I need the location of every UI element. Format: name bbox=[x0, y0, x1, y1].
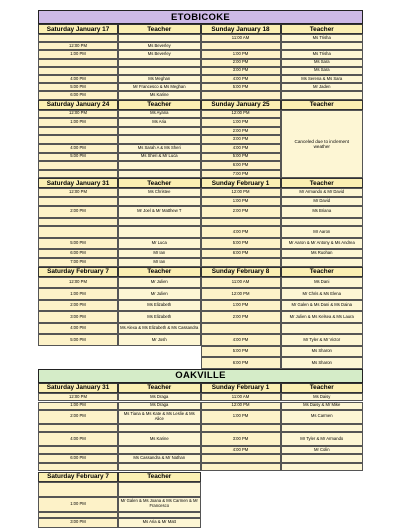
teacher-header: Teacher bbox=[281, 100, 364, 110]
time-cell: 6:00 PM bbox=[201, 249, 281, 258]
teacher-cell: Ms Alexa & Ms Elizabeth & Ms Cassandra bbox=[118, 323, 201, 335]
teacher-cell: Ms Beverley bbox=[118, 42, 201, 50]
time-cell: 12:00 PM bbox=[201, 402, 281, 411]
day-header: Saturday January 17 bbox=[38, 24, 118, 34]
time-cell bbox=[38, 463, 118, 472]
teacher-cell bbox=[118, 34, 201, 42]
time-cell bbox=[38, 218, 118, 227]
time-cell bbox=[201, 323, 281, 335]
time-cell: 12:00 PM bbox=[38, 277, 118, 289]
teacher-cell bbox=[281, 218, 364, 227]
time-cell: 4:00 PM bbox=[201, 144, 281, 153]
teacher-header: Teacher bbox=[118, 472, 201, 482]
time-cell: 12:00 PM bbox=[38, 42, 118, 50]
teacher-cell bbox=[281, 323, 364, 335]
time-cell: 2:00 PM bbox=[38, 300, 118, 312]
day-header: Sunday January 18 bbox=[201, 24, 281, 34]
time-cell: 5:00 PM bbox=[38, 153, 118, 162]
teacher-cell: Ms Meghan bbox=[118, 75, 201, 83]
teacher-cell: Mr Chris & Ms Elena bbox=[281, 288, 364, 300]
teacher-cell bbox=[118, 59, 201, 67]
time-cell bbox=[38, 446, 118, 455]
time-cell: 12:00 PM bbox=[201, 110, 281, 119]
time-cell bbox=[201, 463, 281, 472]
time-cell: 4:00 PM bbox=[201, 446, 281, 455]
time-cell: 5:00 PM bbox=[201, 83, 281, 91]
time-cell: 3:00 PM bbox=[38, 518, 118, 528]
time-cell: 3:00 PM bbox=[201, 432, 281, 446]
day-header: Sunday February 1 bbox=[201, 178, 281, 188]
teacher-header: Teacher bbox=[118, 178, 201, 188]
time-cell: 1:00 PM bbox=[201, 300, 281, 312]
teacher-cell: Mr Galen & Ms Joana & Ms Carmen & Mr Francesco bbox=[118, 497, 201, 512]
time-cell: 3:00 PM bbox=[201, 67, 281, 75]
day-header: Sunday February 8 bbox=[201, 267, 281, 277]
teacher-cell: Mr Ian bbox=[118, 249, 201, 258]
teacher-cell bbox=[281, 42, 364, 50]
teacher-cell bbox=[118, 135, 201, 144]
time-cell: 1:00 PM bbox=[201, 197, 281, 206]
teacher-cell: Mr Joel & Mr Matthew T bbox=[118, 206, 201, 218]
teacher-cell bbox=[281, 424, 364, 433]
time-cell: 1:00 PM bbox=[38, 50, 118, 58]
time-cell: 6:00 PM bbox=[201, 357, 281, 369]
time-cell bbox=[201, 454, 281, 463]
time-cell bbox=[38, 170, 118, 179]
teacher-cell bbox=[118, 67, 201, 75]
teacher-cell bbox=[118, 218, 201, 227]
day-header: Saturday February 7 bbox=[38, 267, 118, 277]
teacher-cell: Ms Trisha bbox=[281, 50, 364, 58]
time-cell bbox=[201, 218, 281, 227]
teacher-cell: Ms Ayana bbox=[118, 110, 201, 119]
time-cell: 4:00 PM bbox=[201, 226, 281, 238]
teacher-cell bbox=[281, 258, 364, 267]
time-cell bbox=[38, 135, 118, 144]
teacher-cell: Mr Josh bbox=[118, 334, 201, 346]
time-cell: 6:00 PM bbox=[38, 454, 118, 463]
time-cell: 1:00 PM bbox=[38, 118, 118, 127]
time-cell bbox=[201, 258, 281, 267]
time-cell: 2:00 PM bbox=[201, 59, 281, 67]
teacher-cell: Mr Jaden bbox=[281, 83, 364, 91]
teacher-cell: Ms Dani bbox=[281, 277, 364, 289]
teacher-header: Teacher bbox=[281, 383, 364, 393]
time-cell: 5:00 PM bbox=[38, 334, 118, 346]
teacher-cell bbox=[118, 161, 201, 170]
teacher-cell: Mr Ian bbox=[118, 258, 201, 267]
teacher-cell: Ms Daisy & Mr Mike bbox=[281, 402, 364, 411]
time-cell: 12:00 PM bbox=[38, 188, 118, 197]
time-cell: 5:00 PM bbox=[38, 83, 118, 91]
teacher-header: Teacher bbox=[281, 178, 364, 188]
time-cell: 1:00 PM bbox=[38, 402, 118, 411]
time-cell: 5:00 PM bbox=[201, 153, 281, 162]
time-cell: 5:00 PM bbox=[201, 346, 281, 358]
teacher-cell bbox=[118, 482, 201, 497]
day-header: Sunday February 1 bbox=[201, 383, 281, 393]
time-cell: 4:00 PM bbox=[38, 432, 118, 446]
teacher-header: Teacher bbox=[118, 24, 201, 34]
teacher-cell: Ms Briana bbox=[281, 206, 364, 218]
time-cell: 4:00 PM bbox=[38, 144, 118, 153]
teacher-cell: Ms Ruohan bbox=[281, 249, 364, 258]
day-header: Saturday January 24 bbox=[38, 100, 118, 110]
time-cell: 4:00 PM bbox=[201, 75, 281, 83]
teacher-cell: Mr Julien & Ms Kelsea & Ms Laura bbox=[281, 311, 364, 323]
teacher-cell: Ms Elizabeth bbox=[118, 300, 201, 312]
teacher-header: Teacher bbox=[281, 267, 364, 277]
teacher-cell: Ms Draga bbox=[118, 402, 201, 411]
teacher-cell: Ms Sharon bbox=[281, 346, 364, 358]
time-cell: 1:00 PM bbox=[201, 118, 281, 127]
time-cell bbox=[38, 197, 118, 206]
time-cell: 1:00 PM bbox=[38, 497, 118, 512]
section-title: ETOBICOKE bbox=[38, 10, 363, 24]
teacher-cell: Ms Cassandra & Mr Nathan bbox=[118, 454, 201, 463]
time-cell: 6:00 PM bbox=[201, 161, 281, 170]
teacher-cell: Ms Christee bbox=[118, 188, 201, 197]
teacher-cell: Ms Elizabeth bbox=[118, 311, 201, 323]
time-cell bbox=[38, 482, 118, 497]
time-cell: 4:00 PM bbox=[38, 323, 118, 335]
time-cell: 11:00 AM bbox=[201, 393, 281, 402]
time-cell: 2:00 PM bbox=[201, 206, 281, 218]
canceled-note: Canceled due to inclement weather bbox=[281, 110, 364, 179]
time-cell bbox=[38, 424, 118, 433]
teacher-cell: Mr Francesco & Ms Meghan bbox=[118, 83, 201, 91]
teacher-cell: Mr Galen & Ms Dani & Ms Daina bbox=[281, 300, 364, 312]
time-cell bbox=[38, 59, 118, 67]
teacher-cell bbox=[118, 197, 201, 206]
time-cell bbox=[38, 67, 118, 75]
day-header: Saturday February 7 bbox=[38, 472, 118, 482]
time-cell: 11:00 AM bbox=[201, 34, 281, 42]
teacher-header: Teacher bbox=[118, 267, 201, 277]
time-cell: 1:00 PM bbox=[38, 288, 118, 300]
time-cell: 4:00 PM bbox=[201, 334, 281, 346]
time-cell: 2:00 PM bbox=[38, 206, 118, 218]
teacher-cell: Ms Tiana & Ms Kate & Ms Leslie & Ms Alice bbox=[118, 410, 201, 424]
teacher-cell bbox=[118, 226, 201, 238]
teacher-cell bbox=[281, 91, 364, 99]
teacher-cell: Mr Aaron & Mr Antony & Ms Andrea bbox=[281, 238, 364, 250]
teacher-cell: Ms Karine bbox=[118, 432, 201, 446]
time-cell bbox=[38, 161, 118, 170]
time-cell: 12:00 PM bbox=[38, 393, 118, 402]
teacher-cell: Ms Sara bbox=[281, 59, 364, 67]
day-header: Sunday January 25 bbox=[201, 100, 281, 110]
day-header: Saturday January 31 bbox=[38, 178, 118, 188]
teacher-cell: Mr Armando & Mr David bbox=[281, 188, 364, 197]
time-cell bbox=[201, 42, 281, 50]
teacher-header: Teacher bbox=[118, 383, 201, 393]
teacher-cell: Ms Trisha bbox=[281, 34, 364, 42]
time-cell: 5:00 PM bbox=[201, 238, 281, 250]
teacher-cell: Ms Carmen bbox=[281, 410, 364, 424]
teacher-cell: Ms Sara bbox=[281, 67, 364, 75]
time-cell: 3:00 PM bbox=[201, 135, 281, 144]
teacher-cell: Ms Aria & Mr Matt bbox=[118, 518, 201, 528]
time-cell: 3:00 PM bbox=[38, 311, 118, 323]
teacher-cell: Ms Karine bbox=[118, 91, 201, 99]
teacher-cell bbox=[281, 463, 364, 472]
teacher-cell: Ms Aria bbox=[118, 118, 201, 127]
time-cell: 7:00 PM bbox=[38, 258, 118, 267]
teacher-cell bbox=[118, 463, 201, 472]
teacher-cell: Mr Julien bbox=[118, 288, 201, 300]
time-cell: 2:00 PM bbox=[201, 127, 281, 136]
time-cell: 6:00 PM bbox=[38, 91, 118, 99]
teacher-cell: Mr Aaron bbox=[281, 226, 364, 238]
teacher-cell: Ms Serena & Ms Sara bbox=[281, 75, 364, 83]
teacher-header: Teacher bbox=[281, 24, 364, 34]
time-cell: 11:00 AM bbox=[201, 277, 281, 289]
section-title: OAKVILLE bbox=[38, 369, 363, 383]
day-header: Saturday January 31 bbox=[38, 383, 118, 393]
teacher-cell bbox=[281, 454, 364, 463]
time-cell: 2:00 PM bbox=[38, 410, 118, 424]
time-cell bbox=[38, 127, 118, 136]
time-cell: 5:00 PM bbox=[38, 238, 118, 250]
teacher-cell bbox=[118, 446, 201, 455]
teacher-cell: Mr David bbox=[281, 197, 364, 206]
time-cell: 1:00 PM bbox=[201, 410, 281, 424]
time-cell bbox=[201, 424, 281, 433]
time-cell: 4:00 PM bbox=[38, 75, 118, 83]
time-cell: 2:00 PM bbox=[201, 311, 281, 323]
time-cell: 1:00 PM bbox=[201, 50, 281, 58]
time-cell: 7:00 PM bbox=[201, 170, 281, 179]
teacher-cell: Mr Julien bbox=[118, 277, 201, 289]
teacher-cell bbox=[118, 424, 201, 433]
time-cell bbox=[38, 34, 118, 42]
teacher-cell bbox=[118, 127, 201, 136]
teacher-cell: Ms Sheri & Mr Luca bbox=[118, 153, 201, 162]
teacher-cell: Ms Draga bbox=[118, 393, 201, 402]
time-cell bbox=[201, 91, 281, 99]
teacher-cell: Ms Sharon bbox=[281, 357, 364, 369]
teacher-cell bbox=[118, 170, 201, 179]
teacher-cell: Ms Sarah A & Ms Sheri bbox=[118, 144, 201, 153]
time-cell bbox=[38, 226, 118, 238]
time-cell: 12:00 PM bbox=[38, 110, 118, 119]
teacher-cell: Mr Tyler & Mr Armando bbox=[281, 432, 364, 446]
teacher-cell: Mr Luca bbox=[118, 238, 201, 250]
teacher-cell: Ms Daisy bbox=[281, 393, 364, 402]
teacher-header: Teacher bbox=[118, 100, 201, 110]
time-cell: 12:00 PM bbox=[201, 188, 281, 197]
time-cell: 12:00 PM bbox=[201, 288, 281, 300]
time-cell: 6:00 PM bbox=[38, 249, 118, 258]
teacher-cell: Mr Tyler & Mr Victor bbox=[281, 334, 364, 346]
teacher-cell: Ms Beverley bbox=[118, 50, 201, 58]
schedule-sheet bbox=[38, 10, 363, 525]
teacher-cell: Mr Colin bbox=[281, 446, 364, 455]
